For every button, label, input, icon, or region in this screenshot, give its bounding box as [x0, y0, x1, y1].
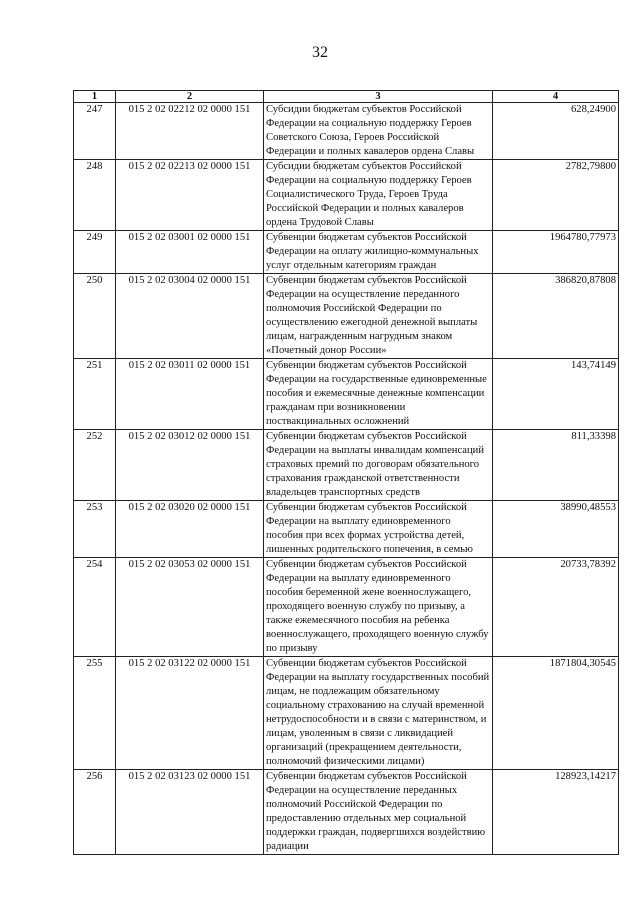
row-description: Субвенции бюджетам субъектов Российской Федерации на оплату жилищно-коммунальных услуг отдельным категориям граждан	[264, 231, 493, 274]
table-row	[74, 103, 619, 160]
row-amount: 1871804,30545	[493, 657, 619, 770]
table-row	[74, 274, 619, 359]
row-description: Субвенции бюджетам субъектов Российской Федерации на выплату государственных пособий лицам, не подлежащим обязательному социальному страхованию на случай временной нетрудоспособности и в связи с материнством, и лицам, уволенным в связи с ликвидацией организаций (прекращением деятельности, полномочий физическими лицами)	[264, 657, 493, 770]
row-number: 248	[74, 160, 116, 231]
row-description: Субвенции бюджетам субъектов Российской Федерации на осуществление переданного полномочия Российской Федерации по осуществлению ежегодной денежной выплаты лицам, награжденным нагрудным знаком «Почетный донор России»	[264, 274, 493, 359]
budget-code: 015 2 02 03012 02 0000 151	[116, 430, 264, 501]
column-header-4: 4	[493, 91, 619, 103]
row-amount: 128923,14217	[493, 770, 619, 855]
row-description: Субвенции бюджетам субъектов Российской Федерации на выплату единовременного пособия при всех формах устройства детей, лишенных родительского попечения, в семью	[264, 501, 493, 558]
column-header-3: 3	[264, 91, 493, 103]
row-number: 251	[74, 359, 116, 430]
budget-code: 015 2 02 03020 02 0000 151	[116, 501, 264, 558]
row-amount: 38990,48553	[493, 501, 619, 558]
budget-code: 015 2 02 03122 02 0000 151	[116, 657, 264, 770]
row-number: 255	[74, 657, 116, 770]
row-number: 253	[74, 501, 116, 558]
row-number: 247	[74, 103, 116, 160]
row-description: Субсидии бюджетам субъектов Российской Федерации на социальную поддержку Героев Социалистического Труда, Героев Труда Российской Федерации и полных кавалеров ордена Трудовой Славы	[264, 160, 493, 231]
budget-code: 015 2 02 03004 02 0000 151	[116, 274, 264, 359]
row-description: Субвенции бюджетам субъектов Российской Федерации на осуществление переданных полномочий Российской Федерации по предоставлению отдельных мер социальной поддержки граждан, подвергшихся воздействию радиации	[264, 770, 493, 855]
column-header-2: 2	[116, 91, 264, 103]
budget-code: 015 2 02 03123 02 0000 151	[116, 770, 264, 855]
table-row	[74, 231, 619, 274]
table-row	[74, 160, 619, 231]
budget-code: 015 2 02 03011 02 0000 151	[116, 359, 264, 430]
row-description: Субсидии бюджетам субъектов Российской Федерации на социальную поддержку Героев Советского Союза, Героев Российской Федерации и полных кавалеров ордена Славы	[264, 103, 493, 160]
row-amount: 628,24900	[493, 103, 619, 160]
budget-table	[73, 90, 619, 855]
table-row	[74, 657, 619, 770]
row-amount: 811,33398	[493, 430, 619, 501]
row-description: Субвенции бюджетам субъектов Российской Федерации на выплату единовременного пособия беременной жене военнослужащего, проходящего военную службу по призыву, а также ежемесячного пособия на ребенка военнослужащего, проходящего военную службу по призыву	[264, 558, 493, 657]
row-amount: 386820,87808	[493, 274, 619, 359]
row-number: 256	[74, 770, 116, 855]
row-description: Субвенции бюджетам субъектов Российской Федерации на выплаты инвалидам компенсаций страховых премий по договорам обязательного страхования гражданской ответственности владельцев транспортных средств	[264, 430, 493, 501]
row-amount: 20733,78392	[493, 558, 619, 657]
row-amount: 143,74149	[493, 359, 619, 430]
page-number: 32	[312, 44, 328, 61]
table-body	[74, 103, 619, 855]
table-row	[74, 430, 619, 501]
table-header-row	[74, 91, 619, 103]
budget-code: 015 2 02 02213 02 0000 151	[116, 160, 264, 231]
row-number: 250	[74, 274, 116, 359]
budget-code: 015 2 02 02212 02 0000 151	[116, 103, 264, 160]
table-row	[74, 770, 619, 855]
budget-code: 015 2 02 03001 02 0000 151	[116, 231, 264, 274]
row-number: 254	[74, 558, 116, 657]
column-header-1: 1	[74, 91, 116, 103]
row-number: 249	[74, 231, 116, 274]
budget-code: 015 2 02 03053 02 0000 151	[116, 558, 264, 657]
table-row	[74, 501, 619, 558]
table-row	[74, 359, 619, 430]
row-description: Субвенции бюджетам субъектов Российской Федерации на государственные единовременные пособия и ежемесячные денежные компенсации гражданам при возникновении поствакцинальных осложнений	[264, 359, 493, 430]
row-amount: 2782,79800	[493, 160, 619, 231]
row-number: 252	[74, 430, 116, 501]
table-row	[74, 558, 619, 657]
row-amount: 1964780,77973	[493, 231, 619, 274]
